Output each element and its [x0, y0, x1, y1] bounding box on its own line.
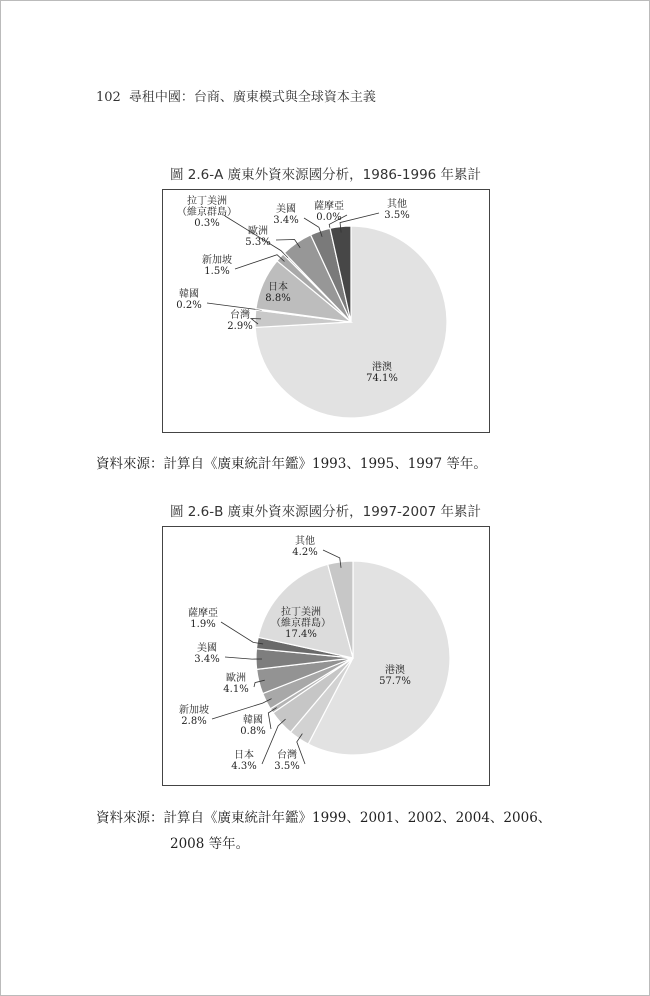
slice-label-韓國: 韓國 0.8% [240, 715, 266, 737]
pie-chart-a [163, 190, 489, 432]
slice-label-日本: 日本 8.8% [265, 282, 291, 304]
figure-b-source-line2: 2008 等年。 [170, 836, 250, 852]
slice-label-韓國: 韓國 0.2% [176, 289, 202, 311]
figure-b-chart [162, 526, 490, 786]
slice-label-薩摩亞: 薩摩亞 0.0% [314, 201, 344, 223]
slice-label-歐洲: 歐洲 5.3% [245, 226, 271, 248]
slice-label-港澳: 港澳 57.7% [379, 665, 411, 687]
slice-label-其他: 其他 3.5% [384, 199, 410, 221]
slice-label-歐洲: 歐洲 4.1% [223, 673, 249, 695]
slice-label-台灣: 台灣 2.9% [227, 310, 253, 332]
slice-label-拉丁美洲-維京群島-: 拉丁美洲（維京群島） 17.4% [271, 607, 331, 640]
figure-a-source: 資料來源：計算自《廣東統計年鑑》1993、1995、1997 等年。 [96, 456, 487, 472]
figure-a-chart [162, 189, 490, 433]
page-number: 102 [96, 90, 121, 105]
slice-label-港澳: 港澳 74.1% [366, 362, 398, 384]
running-head [96, 86, 376, 105]
figure-b-source-line1: 資料來源：計算自《廣東統計年鑑》1999、2001、2002、2004、2006、 [96, 810, 552, 826]
slice-label-新加坡: 新加坡 1.5% [202, 255, 232, 277]
slice-label-薩摩亞: 薩摩亞 1.9% [188, 608, 218, 630]
figure-b-title: 圖 2.6-B 廣東外資來源國分析，1997-2007 年累計 [170, 504, 482, 520]
slice-label-日本: 日本 4.3% [231, 750, 257, 772]
slice-label-台灣: 台灣 3.5% [274, 750, 300, 772]
slice-label-拉丁美洲-維京群島-: 拉丁美洲（維京群島） 0.3% [177, 196, 237, 229]
slice-label-美國: 美國 3.4% [194, 643, 220, 665]
pie-chart-b [163, 527, 489, 785]
leader-line-薩摩亞 [221, 622, 263, 644]
slice-label-新加坡: 新加坡 2.8% [179, 705, 209, 727]
slice-label-美國: 美國 3.4% [273, 204, 299, 226]
slice-label-其他: 其他 4.2% [292, 536, 318, 558]
figure-a-title: 圖 2.6-A 廣東外資來源國分析，1986-1996 年累計 [170, 167, 482, 183]
book-title: 尋租中國：台商、廣東模式與全球資本主義 [128, 90, 376, 105]
